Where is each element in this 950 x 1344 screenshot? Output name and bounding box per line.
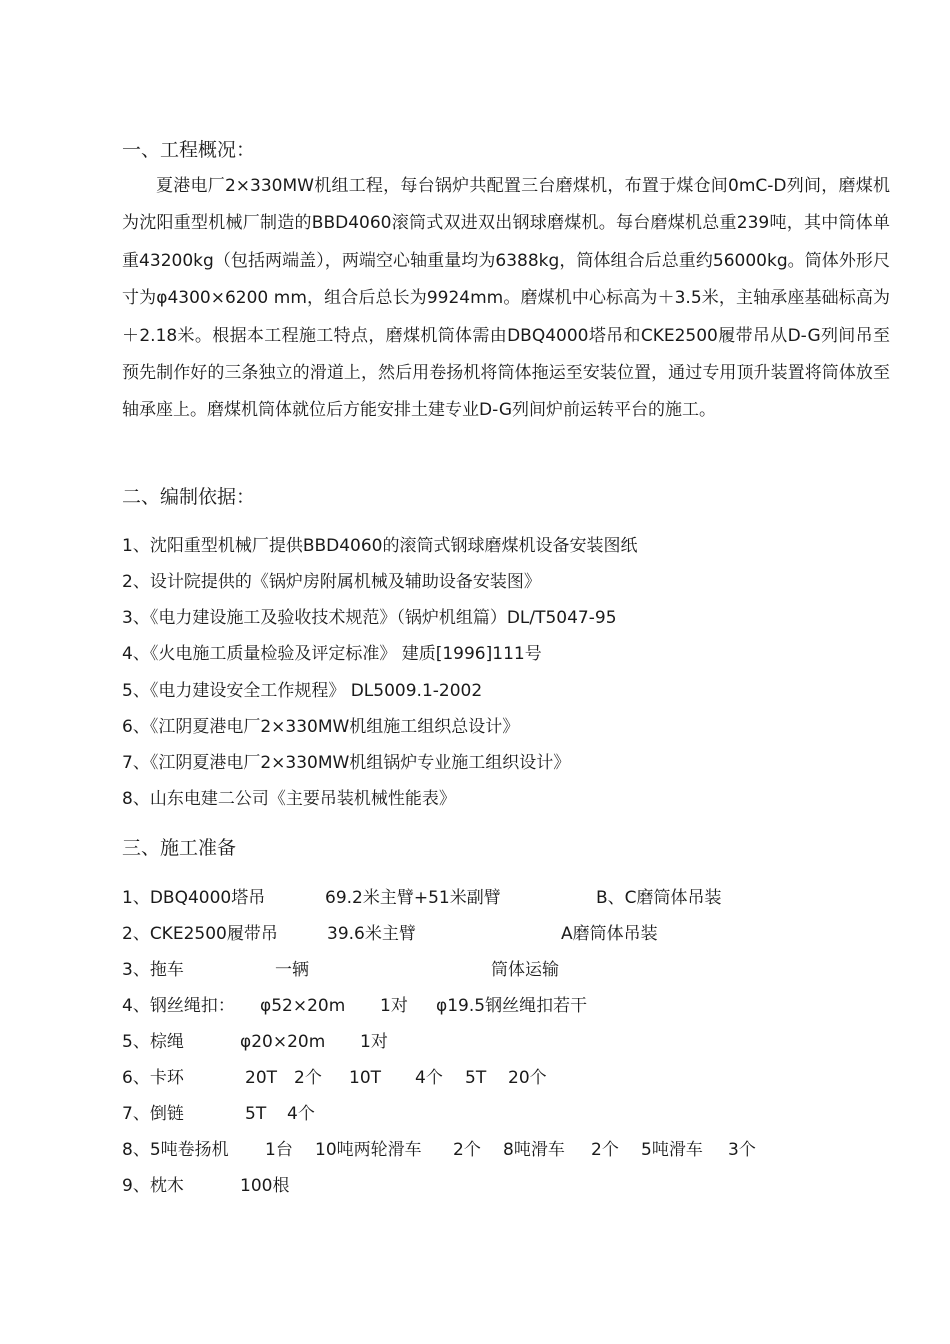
prep-row-6-col-1: 6、卡环 xyxy=(122,1068,184,1088)
prep-row-6-col-3: 2个 xyxy=(294,1068,322,1088)
basis-item-5: 5、《电力建设安全工作规程》 DL5009.1-2002 xyxy=(122,681,483,701)
prep-row-8-col-6: 2个 xyxy=(591,1140,619,1160)
basis-item-8: 8、山东电建二公司《主要吊装机械性能表》 xyxy=(122,789,456,809)
basis-item-2: 2、设计院提供的《锅炉房附属机械及辅助设备安装图》 xyxy=(122,572,541,592)
prep-row-2-col-1: 2、CKE2500履带吊 xyxy=(122,924,278,944)
prep-row-8-col-5: 8吨滑车 xyxy=(503,1140,565,1160)
prep-row-7-col-1: 7、倒链 xyxy=(122,1104,184,1124)
prep-row-6-col-6: 5T xyxy=(465,1068,487,1088)
prep-row-4-col-1: 4、钢丝绳扣： xyxy=(122,996,235,1016)
prep-row-7-col-2: 5T xyxy=(245,1104,267,1124)
prep-row-4-col-3: 1对 xyxy=(380,996,408,1016)
prep-row-2-col-3: A磨筒体吊装 xyxy=(561,924,658,944)
prep-row-4 xyxy=(122,995,902,1017)
prep-row-8-col-3: 10吨两轮滑车 xyxy=(315,1140,422,1160)
prep-row-6-col-4: 10T xyxy=(349,1068,382,1088)
prep-row-3 xyxy=(122,959,902,981)
prep-row-8 xyxy=(122,1139,902,1161)
section-2-title: 二、编制依据： xyxy=(122,486,256,508)
prep-row-6-col-5: 4个 xyxy=(415,1068,443,1088)
basis-item-7: 7、《江阴夏港电厂2×330MW机组锅炉专业施工组织设计》 xyxy=(122,753,571,773)
prep-row-9 xyxy=(122,1175,902,1197)
prep-row-3-col-2: 一辆 xyxy=(275,960,309,980)
prep-row-7 xyxy=(122,1103,902,1125)
prep-row-5-col-1: 5、棕绳 xyxy=(122,1032,184,1052)
section-1-paragraph: 夏港电厂2×330MW机组工程，每台锅炉共配置三台磨煤机，布置于煤仓间0mC-D列间，磨煤机为沈阳重型机械厂制造的BBD4060滚筒式双进双出钢球磨煤机。每台磨煤机总重239吨，其中筒体单重43200kg（包括两端盖），两端空心轴重量均为6388kg，筒体组合后总重约56000kg。筒体外形尺寸为φ4300×6200 mm，组合后总长为9924mm。磨煤机中心标高为＋3.5米，主轴承座基础标高为＋2.18米。根据本工程施工特点，磨煤机筒体需由DBQ4000塔吊和CKE2500履带吊从D-G列间吊至预先制作好的三条独立的滑道上，然后用卷扬机将筒体拖运至安装位置，通过专用顶升装置将筒体放至轴承座上。磨煤机筒体就位后方能安排土建专业D-G列间炉前运转平台的施工。 xyxy=(122,176,890,421)
basis-item-1: 1、沈阳重型机械厂提供BBD4060的滚筒式钢球磨煤机设备安装图纸 xyxy=(122,536,638,556)
prep-row-3-col-1: 3、拖车 xyxy=(122,960,184,980)
prep-row-6 xyxy=(122,1067,902,1089)
prep-row-4-col-2: φ52×20m xyxy=(260,996,346,1016)
prep-row-5-col-2: φ20×20m xyxy=(240,1032,326,1052)
prep-row-8-col-8: 3个 xyxy=(728,1140,756,1160)
basis-item-6: 6、《江阴夏港电厂2×330MW机组施工组织总设计》 xyxy=(122,717,520,737)
basis-item-3: 3、《电力建设施工及验收技术规范》（锅炉机组篇）DL/T5047-95 xyxy=(122,608,617,628)
prep-row-8-col-2: 1台 xyxy=(265,1140,293,1160)
basis-item-4: 4、《火电施工质量检验及评定标准》 建质[1996]111号 xyxy=(122,644,542,664)
prep-row-4-col-4: φ19.5钢丝绳扣若干 xyxy=(436,996,588,1016)
prep-row-5 xyxy=(122,1031,902,1053)
prep-row-5-col-3: 1对 xyxy=(360,1032,388,1052)
prep-row-1-col-1: 1、DBQ4000塔吊 xyxy=(122,888,266,908)
prep-row-9-col-2: 100根 xyxy=(240,1176,290,1196)
prep-row-8-col-1: 8、5吨卷扬机 xyxy=(122,1140,229,1160)
prep-row-2-col-2: 39.6米主臂 xyxy=(327,924,416,944)
prep-row-6-col-7: 20个 xyxy=(508,1068,547,1088)
prep-row-1-col-3: B、C磨筒体吊装 xyxy=(596,888,722,908)
prep-row-2 xyxy=(122,923,902,945)
prep-row-8-col-4: 2个 xyxy=(453,1140,481,1160)
prep-row-7-col-3: 4个 xyxy=(287,1104,315,1124)
section-1-title: 一、工程概况： xyxy=(122,139,256,161)
prep-row-8-col-7: 5吨滑车 xyxy=(641,1140,703,1160)
prep-row-6-col-2: 20T xyxy=(245,1068,278,1088)
prep-row-3-col-3: 筒体运输 xyxy=(491,960,559,980)
prep-row-9-col-1: 9、枕木 xyxy=(122,1176,184,1196)
section-3-title: 三、施工准备 xyxy=(122,837,237,859)
prep-row-1-col-2: 69.2米主臂+51米副臂 xyxy=(325,888,501,908)
prep-row-1 xyxy=(122,887,902,909)
